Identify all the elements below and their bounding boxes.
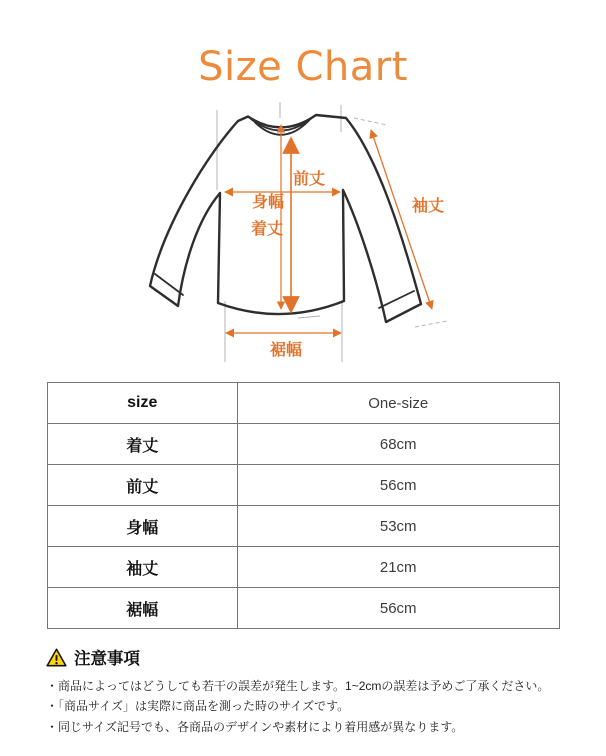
page-title: Size Chart bbox=[198, 44, 408, 90]
collar-rib-lines bbox=[251, 117, 313, 135]
notice-item: ・同じサイズ記号でも、各商品のデザインや素材により着用感が異なります。 bbox=[46, 719, 464, 734]
notice-heading: 注意事項 bbox=[74, 650, 140, 668]
notice-section bbox=[46, 645, 594, 737]
notice-heading-row bbox=[46, 645, 594, 669]
hem-width-label: 裾幅 bbox=[269, 342, 303, 359]
size-label-cell: 前丈 bbox=[47, 465, 237, 506]
table-row bbox=[47, 465, 559, 506]
body-width-label: 身幅 bbox=[251, 194, 285, 211]
size-label-cell: 身幅 bbox=[47, 506, 237, 547]
size-value-cell: 68cm bbox=[237, 424, 559, 465]
shirt-measurement-diagram bbox=[128, 94, 478, 376]
size-label-cell: 着丈 bbox=[47, 424, 237, 465]
notice-item: ・商品によってはどうしても若干の誤差が発生します。1~2cmの誤差は予めご了承ください。 bbox=[46, 679, 550, 693]
shirt-outline bbox=[150, 115, 421, 322]
table-row bbox=[47, 547, 559, 588]
warning-icon bbox=[46, 648, 67, 667]
front-length-label: 前丈 bbox=[292, 171, 326, 188]
notice-item: ・「商品サイズ」は実際に商品を測った時のサイズです。 bbox=[46, 699, 350, 714]
size-label-cell: 袖丈 bbox=[47, 547, 237, 588]
size-value-cell: 56cm bbox=[237, 588, 559, 629]
table-row bbox=[47, 588, 559, 629]
sleeve-length-arrow bbox=[371, 130, 432, 309]
size-table bbox=[47, 382, 560, 629]
garment-length-label: 着丈 bbox=[250, 221, 284, 238]
table-row bbox=[47, 383, 559, 424]
size-value-cell: 21cm bbox=[237, 547, 559, 588]
size-label-cell: size bbox=[47, 383, 237, 424]
size-label-cell: 裾幅 bbox=[47, 588, 237, 629]
size-table-section bbox=[0, 382, 606, 629]
notice-items bbox=[46, 676, 594, 737]
table-row bbox=[47, 424, 559, 465]
shirt-diagram-svg bbox=[128, 94, 478, 376]
size-value-cell: 56cm bbox=[237, 465, 559, 506]
size-value-cell: 53cm bbox=[237, 506, 559, 547]
sleeve-length-label: 袖丈 bbox=[411, 198, 445, 215]
table-row bbox=[47, 506, 559, 547]
size-value-cell: One-size bbox=[237, 383, 559, 424]
